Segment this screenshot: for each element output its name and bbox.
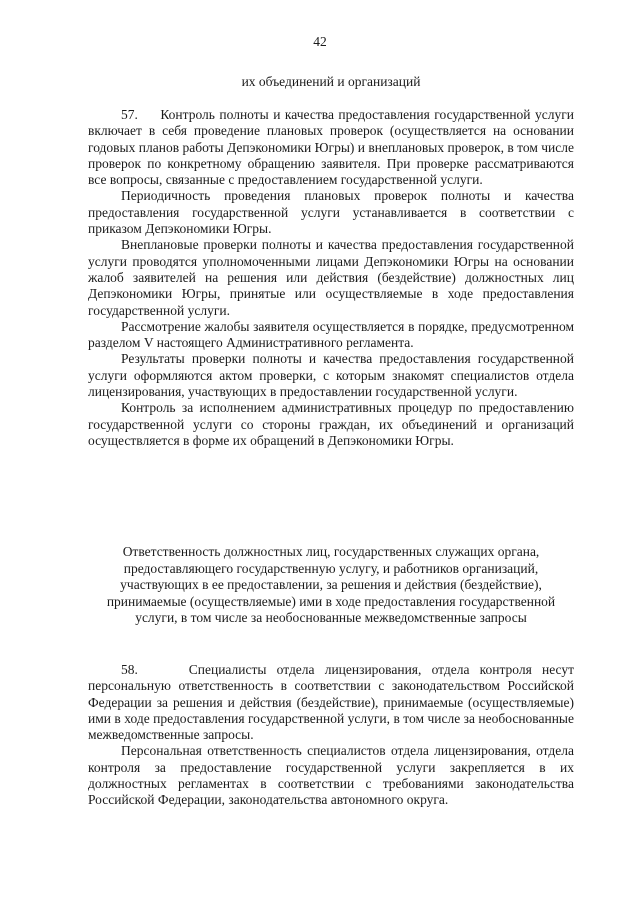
clause-57-paragraph-periodicity: Периодичность проведения плановых проверок полноты и качества предоставления государственной услуги устанавливается в соответствии с приказом Депэкономики Югры. [88, 188, 574, 237]
clause-57-paragraph-results: Результаты проверки полноты и качества предоставления государственной услуги оформляются актом проверки, с которым знакомят специалистов отдела лицензирования, участвующих в предоставлении государственной услуги. [88, 351, 574, 400]
clause-58-paragraph-personal-responsibility: Персональная ответственность специалистов отдела лицензирования, отдела контроля за предоставление государственной услуги закрепляется в их должностных регламентах в соответствии с требованиями законодательства Российской Федерации, законодательства автономного округа. [88, 743, 574, 808]
clause-57-block [88, 107, 574, 449]
clause-58-number: 58. [121, 662, 138, 677]
clause-57-paragraph-unscheduled: Внеплановые проверки полноты и качества предоставления государственной услуги проводятся уполномоченными лицами Депэкономики Югры на основании жалоб заявителей на решения или действия (бездействие) должностных лиц Депэкономики Югры, принятые или осуществляемые в ходе предоставления государственной услуги. [88, 237, 574, 318]
page-number: 42 [313, 34, 327, 49]
continued-text-line: их объединений и организаций [241, 74, 421, 89]
clause-57-paragraph-control: Контроль за исполнением административных процедур по предоставлению государственной услуги со стороны граждан, их объединений и организаций осуществляется в форме их обращений в Депэкономики Югры. [88, 400, 574, 448]
clause-58-paragraph [88, 662, 574, 743]
clause-57-text: Контроль полноты и качества предоставления государственной услуги включает в себя проведение плановых проверок (осуществляется на основании годовых планов работы Депэкономики Югры) и внеплановых проверок, в том числе проверок по конкретному обращению заявителя. При проверке рассматриваются все вопросы, связанные с предоставлением государственной услуги. [88, 107, 574, 188]
clause-57-paragraph [88, 107, 574, 188]
clause-57-paragraph-complaint: Рассмотрение жалобы заявителя осуществляется в порядке, предусмотренном разделом V настоящего Административного регламента. [88, 318, 574, 351]
clause-58-block [88, 662, 574, 809]
clause-58-text: Специалисты отдела лицензирования, отдела контроля несут персональную ответственность в соответствии с законодательством Российской Федерации за решения и действия (бездействие), принимаемые (осуществляемые) ими в ходе предоставления государственной услуги, в том числе за необоснованные межведомственные запросы. [88, 662, 574, 743]
clause-57-number: 57. [121, 107, 138, 122]
section-heading: Ответственность должностных лиц, государственных служащих органа, предоставляющего государственную услугу, и работников организаций, участвующих в ее предоставлении, за решения и действия (бездействие), принимаемые (осуществляемые) ими в ходе предоставления государственной услуги, в том числе за необоснованные межведомственные запросы [106, 544, 556, 625]
